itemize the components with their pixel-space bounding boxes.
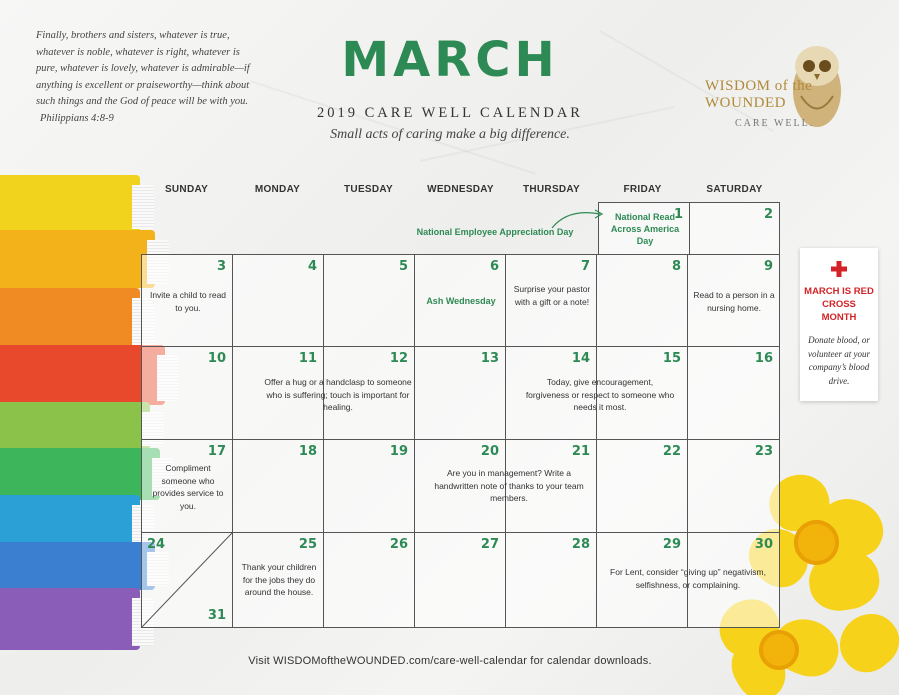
day-number: 15 — [662, 351, 681, 366]
day-cell-18[interactable] — [232, 439, 324, 533]
day-cell-7[interactable] — [505, 254, 597, 347]
weekday-saturday: SATURDAY — [706, 184, 763, 195]
event-management-note: Are you in management? Write a handwritten note of thanks to your team members. — [434, 468, 584, 503]
day-number: 7 — [580, 259, 590, 274]
weekday-tuesday: TUESDAY — [344, 184, 393, 195]
logo-line-3: CARE WELL. — [735, 118, 815, 129]
day-number: 25 — [298, 537, 317, 552]
event-pastor-gift: Surprise your pastor with a gift or a note! — [513, 284, 591, 307]
day-cell-9[interactable] — [687, 254, 780, 347]
quote-reference: Philippians 4:8-9 — [40, 112, 114, 124]
dark-blue-book — [0, 542, 155, 590]
day-number: 19 — [389, 444, 408, 459]
red-cross-body: Donate blood, or volunteer at your company’s blood drive. — [808, 335, 870, 386]
event-ash-wednesday: Ash Wednesday — [426, 296, 496, 306]
green-book — [0, 448, 160, 500]
amber-book — [0, 230, 155, 288]
day-cell-3[interactable] — [141, 254, 233, 347]
calendar-tagline: Small acts of caring make a big difference. — [330, 127, 570, 142]
light-green-book — [0, 402, 150, 450]
day-number: 3 — [216, 259, 226, 274]
day-number: 17 — [207, 444, 226, 459]
day-cell-2[interactable] — [689, 202, 780, 255]
weekday-sunday: SUNDAY — [164, 184, 209, 195]
day-number: 8 — [671, 259, 681, 274]
logo-line-1: WISDOM of the — [705, 78, 813, 94]
day-cell-19[interactable] — [323, 439, 415, 533]
day-cell-13[interactable] — [414, 346, 506, 440]
month-title: MARCH — [341, 32, 559, 88]
day-number: 22 — [662, 444, 681, 459]
day-number: 12 — [389, 351, 408, 366]
blue-book — [0, 495, 140, 547]
day-cell-6[interactable] — [414, 254, 506, 347]
day-number: 20 — [480, 444, 499, 459]
day-number: 16 — [754, 351, 773, 366]
day-number: 21 — [571, 444, 590, 459]
day-number: 11 — [298, 351, 317, 366]
day-number: 24 — [147, 537, 166, 552]
day-cell-4[interactable] — [232, 254, 324, 347]
day-number: 2 — [763, 207, 773, 222]
day-number: 23 — [754, 444, 773, 459]
event-nursing-home: Read to a person in a nursing home. — [693, 290, 775, 313]
day-number: 26 — [389, 537, 408, 552]
day-cell-17[interactable] — [141, 439, 233, 533]
day-number: 13 — [480, 351, 499, 366]
day-number: 27 — [480, 537, 499, 552]
calendar-grid — [141, 254, 780, 628]
weekday-monday: MONDAY — [254, 184, 301, 195]
day-number: 29 — [662, 537, 681, 552]
weekday-thursday: THURSDAY — [522, 184, 581, 195]
day-number: 30 — [754, 537, 773, 552]
scripture-quote — [36, 28, 251, 127]
weekday-wednesday: WEDNESDAY — [427, 184, 494, 195]
event-invite-child: Invite a child to read to you. — [149, 290, 227, 313]
day-cell-26[interactable] — [323, 532, 415, 628]
event-read-across-america: National Read Across America Day — [610, 212, 680, 246]
event-thank-children: Thank your children for the jobs they do around the house. — [241, 562, 317, 597]
event-lent: For Lent, consider “giving up” negativism, selfishness, or complaining. — [610, 567, 766, 590]
logo-line-2: WOUNDED — [705, 95, 786, 111]
day-cell-24-31[interactable] — [141, 532, 233, 628]
day-cell-16[interactable] — [687, 346, 780, 440]
yellow-book — [0, 175, 140, 233]
day-number: 10 — [207, 351, 226, 366]
day-number: 4 — [307, 259, 317, 274]
red-cross-title: MARCH IS RED CROSS MONTH — [804, 286, 874, 323]
day-number: 9 — [763, 259, 773, 274]
event-employee-appreciation-day: National Employee Appreciation Day — [416, 227, 574, 237]
quote-text: Finally, brothers and sisters, whatever is true, whatever is noble, whatever is right, whatever is pure, whatever is lovely, whatever is admirable—if anything is excellent or praiseworthy—think about such things and the God of peace will be with you. — [36, 30, 250, 107]
day-cell-27[interactable] — [414, 532, 506, 628]
wisdom-of-the-wounded-logo — [705, 36, 855, 136]
day-cell-22[interactable] — [596, 439, 688, 533]
footer-website-note[interactable]: Visit WISDOMoftheWOUNDED.com/care-well-calendar for calendar downloads. — [248, 655, 652, 667]
day-cell-10[interactable] — [141, 346, 233, 440]
day-cell-25[interactable] — [232, 532, 324, 628]
day-cell-23[interactable] — [687, 439, 780, 533]
day-number: 6 — [489, 259, 499, 274]
day-cell-28[interactable] — [505, 532, 597, 628]
red-cross-card — [800, 248, 878, 401]
orange-book — [0, 288, 140, 350]
day-number: 5 — [398, 259, 408, 274]
day-number: 31 — [207, 608, 226, 623]
red-cross-icon — [831, 261, 847, 277]
purple-book — [0, 588, 140, 650]
arrow-icon — [548, 206, 608, 232]
day-number: 1 — [673, 207, 683, 222]
day-number: 18 — [298, 444, 317, 459]
day-number: 28 — [571, 537, 590, 552]
event-hug: Offer a hug or a handclasp to someone who is suffering; touch is important for healing. — [264, 377, 412, 412]
day-cell-8[interactable] — [596, 254, 688, 347]
day-cell-1[interactable] — [598, 202, 690, 255]
day-cell-5[interactable] — [323, 254, 415, 347]
event-compliment: Compliment someone who provides service to you. — [152, 463, 224, 511]
weekday-friday: FRIDAY — [623, 184, 662, 195]
event-encouragement: Today, give encouragement, forgiveness or respect to someone who needs it most. — [525, 377, 675, 412]
day-number: 14 — [571, 351, 590, 366]
calendar-subtitle: 2019 CARE WELL CALENDAR — [317, 105, 583, 121]
